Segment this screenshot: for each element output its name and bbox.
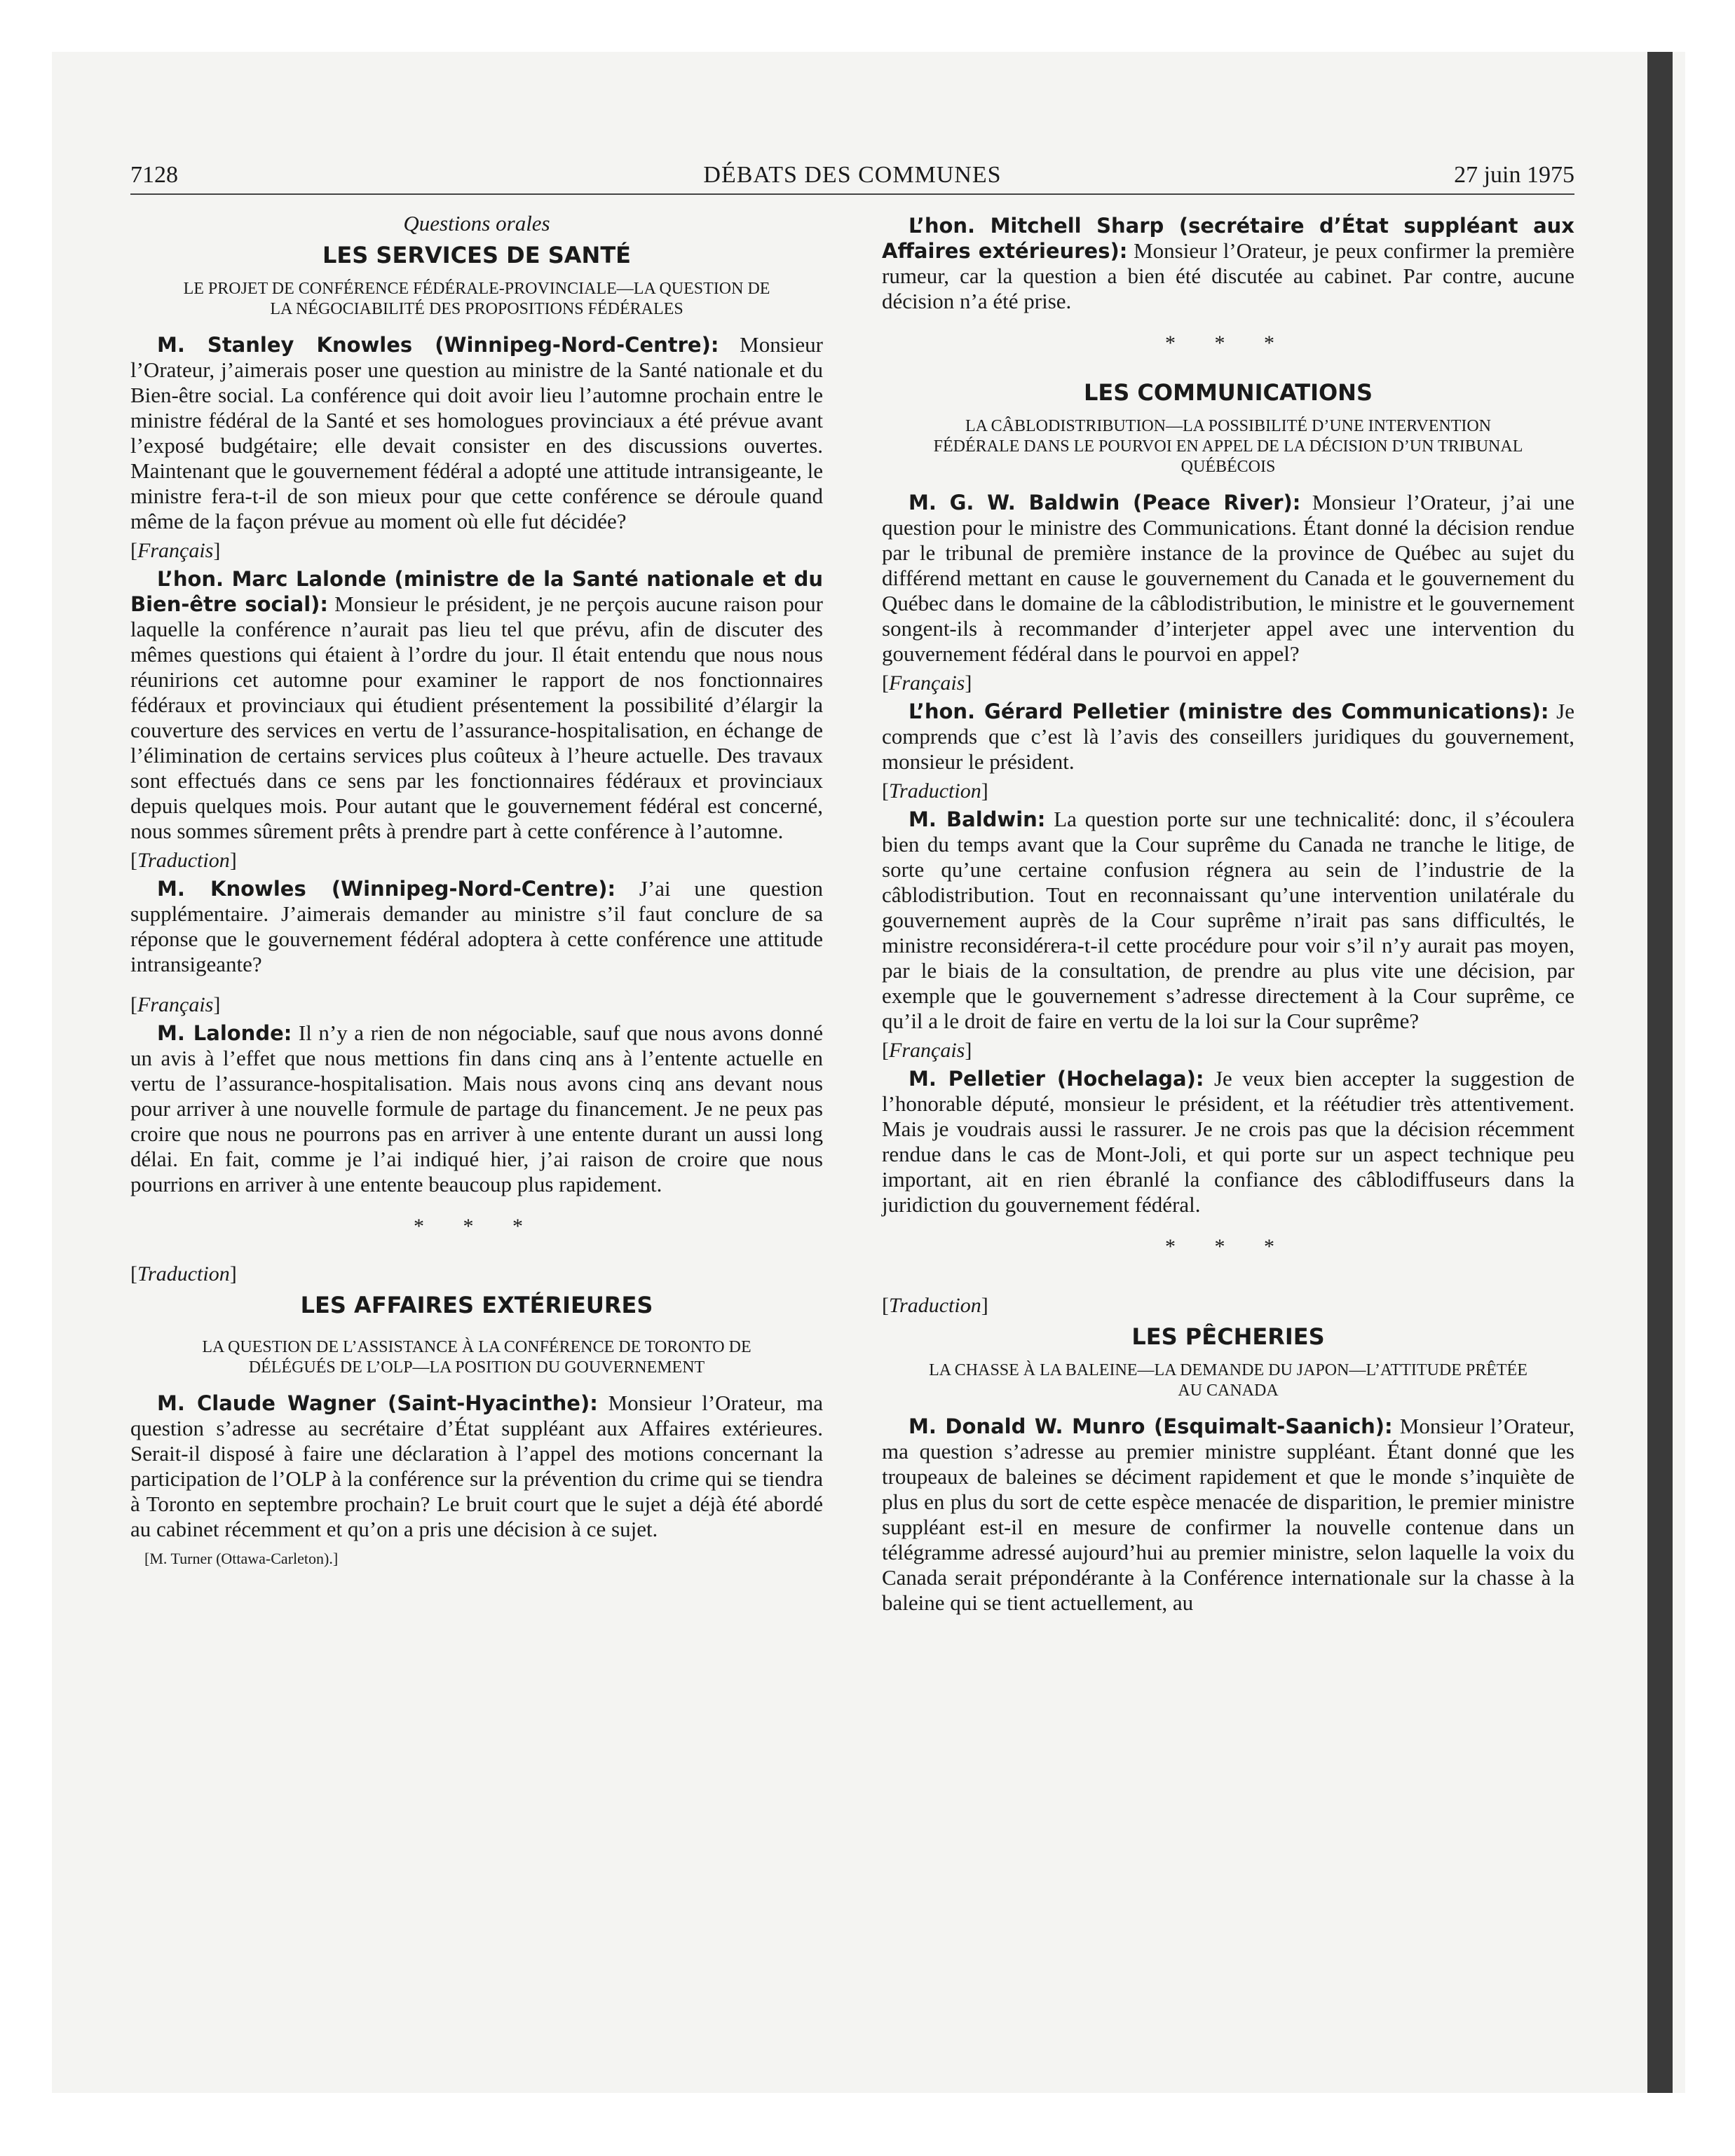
section-separator: * * * — [1165, 1235, 1291, 1258]
language-note: [Français] — [130, 539, 221, 562]
language-label: Français — [137, 539, 214, 562]
speech-paragraph — [882, 1066, 1574, 1217]
speech-text: J’ai une question supplémentaire. J’aimerais demander au ministre s’il faut conclure de sa réponse que le gouvernement fédéral adoptera à cette conférence une attitude intransigeante? — [130, 876, 823, 976]
speech-text: Je veux bien accepter la suggestion de l’honorable député, monsieur le président, et la réétudier très attentivement. Mais je voudrais aussi le rassurer. Je ne crois pas que la décision récemment rendue dans le cas de Mont-Joli, et qui porte sur un aspect technique peu important, ait en rien ébranlé la confiance des câblodiffuseurs dans la juridiction du gouvernement fédéral. — [882, 1066, 1574, 1217]
language-note: [Français] — [882, 1039, 972, 1062]
page-number: 7128 — [130, 162, 178, 188]
speech-text: Monsieur l’Orateur, ma question s’adresse au secrétaire d’État suppléant aux Affaires extérieures. Serait-il disposé à faire une déclaration à l’appel des motions concernant la participation de l’OLP à la conférence sur la prévention du crime qui se tiendra à Toronto en septembre prochain? Le bruit court que le sujet a déjà été abordé au cabinet récemment et qu’on a pris une décision à ce sujet. — [130, 1391, 824, 1541]
language-label: Français — [137, 993, 214, 1016]
speech-text: Il n’y a rien de non négociable, sauf que nous avons donné un avis à l’effet que nous mettions fin dans cinq ans à l’entente actuelle en vertu de l’assurance-hospitalisation. Mais nous avons cinq ans devant nous pour arriver à une nouvelle formule de partage du financement. Je ne peux pas croire que nous ne pourrons pas en arriver à une entente durant un aussi long délai. En fait, comme je l’ai indiqué hier, j’ai raison de croire que nous pourrions en arriver à une entente beaucoup plus rapidement. — [130, 1021, 823, 1196]
language-label: Traduction — [137, 1262, 230, 1285]
speech-paragraph — [130, 1021, 823, 1197]
language-note: [Traduction] — [882, 1294, 988, 1317]
section-separator: * * * — [1165, 332, 1291, 355]
speaker-name: L’hon. Mitchell Sharp (secrétaire d’État suppléant aux Affaires extérieures): — [882, 214, 1574, 263]
language-note: [Français] — [130, 993, 221, 1016]
speaker-name: M. Knowles (Winnipeg-Nord-Centre): — [157, 877, 616, 901]
speech-paragraph — [882, 699, 1574, 775]
section-subheading: LA CÂBLODISTRIBUTION—LA POSSIBILITÉ D’UNE INTERVENTION FÉDÉRALE DANS LE POURVOI EN APPEL DE LA DÉCISION D’UN TRIBUNAL QUÉBÉCOIS — [933, 417, 1523, 476]
speech-paragraph — [882, 213, 1574, 314]
language-note: [Traduction] — [130, 849, 237, 872]
section-heading: LES PÊCHERIES — [1131, 1323, 1325, 1350]
speech-paragraph — [130, 1391, 823, 1542]
language-label: Traduction — [137, 849, 230, 872]
section-heading: LES SERVICES DE SANTÉ — [322, 242, 632, 268]
section-heading: LES AFFAIRES EXTÉRIEURES — [300, 1292, 653, 1318]
speech-text: Monsieur le président, je ne perçois aucune raison pour laquelle la conférence n’aurait pas lieu tel que prévu, afin de discuter des mêmes questions qui étaient à l’ordre du jour. Il était entendu que nous nous réunirions cet automne pour examiner le rapport de nos fonctionnaires fédéraux et provinciaux qui étudient présentement la possibilité d’élargir la couverture des services en vertu de l’assurance-hospitalisation, en échange de l’élimination de certains services plus coûteux à l’heure actuelle. Des travaux sont effectués dans ce sens par les fonctionnaires fédéraux et provinciaux depuis quelques mois. Pour autant que le gouvernement fédéral est concerné, nous sommes sûrement prêts à prendre part à cette conférence à l’automne. — [130, 592, 824, 843]
speech-paragraph — [130, 566, 823, 844]
language-note: [Français] — [882, 671, 972, 695]
category-label: Questions orales — [403, 211, 550, 236]
section-heading: LES COMMUNICATIONS — [1083, 379, 1373, 406]
speaker-name: M. G. W. Baldwin (Peace River): — [909, 491, 1301, 514]
speaker-name: M. Donald W. Munro (Esquimalt-Saanich): — [909, 1414, 1393, 1438]
language-label: Traduction — [889, 1294, 981, 1317]
speaker-name: M. Pelletier (Hochelaga): — [909, 1067, 1204, 1091]
speech-paragraph — [130, 332, 823, 534]
speech-text: Je comprends que c’est là l’avis des conseillers juridiques du gouvernement, monsieur le président. — [882, 699, 1574, 774]
left-column — [130, 210, 823, 1569]
language-note: [Traduction] — [130, 1262, 237, 1285]
speech-text: Monsieur l’Orateur, j’ai une question pour le ministre des Communications. Étant donné la décision rendue par le tribunal de première instance de la province de Québec au sujet du différend mettant en cause le gouvernement du Canada et le gouvernement du Québec dans le domaine de la câblodistribution, le ministre et le gouvernement songent-ils à recommander d’interjeter appel avec une intervention du gouvernement fédéral dans le pourvoi en appel? — [882, 490, 1574, 666]
speech-paragraph — [882, 807, 1574, 1034]
speaker-name: M. Stanley Knowles (Winnipeg-Nord-Centre): — [157, 333, 719, 357]
speaker-note: [M. Turner (Ottawa-Carleton).] — [144, 1550, 339, 1567]
speech-text: Monsieur l’Orateur, je peux confirmer la première rumeur, car la question a bien été discutée au cabinet. Par contre, aucune décision n’a été prise. — [882, 238, 1574, 313]
hansard-page — [130, 160, 1574, 2038]
speaker-name: M. Lalonde: — [157, 1021, 292, 1045]
publication-title: DÉBATS DES COMMUNES — [703, 162, 1002, 188]
speech-text: Monsieur l’Orateur, j’aimerais poser une question au ministre de la Santé nationale et du Bien-être social. La conférence qui doit avoir lieu l’automne prochain entre le ministre fédéral de la Santé et ses homologues provinciaux a été prévue avant l’exposé budgétaire; elle devait consister en des discussions ouvertes. Maintenant que le gouvernement fédéral a adopté une attitude intransigeante, le ministre fera-t-il de son mieux pour que cette conférence se déroule quand même de la façon prévue au moment où elle fut décidée? — [130, 332, 823, 533]
speech-paragraph — [130, 876, 823, 977]
speech-text: La question porte sur une technicalité: donc, il s’écoulera bien du temps avant que la Cour suprême du Canada ne tranche le litige, de sorte qu’une certaine confusion régnera au sein de l’industrie de la câblodistribution. Tout en reconnaissant qu’une intervention unilatérale du gouvernement auprès de la Cour suprême n’irait pas sans difficultés, le ministre reconsidérera-t-il cette procédure pour voir s’il n’y aurait pas moyen, par le biais de la consultation, de prendre au plus vite une décision, par exemple que le gouvernement s’adresse directement à la Cour suprême, ce qu’il a le droit de faire en vertu de la loi sur la Cour suprême? — [882, 807, 1574, 1033]
section-subheading: LA CHASSE À LA BALEINE—LA DEMANDE DU JAPON—L’ATTITUDE PRÊTÉE AU CANADA — [929, 1361, 1528, 1400]
speaker-name: M. Baldwin: — [909, 807, 1046, 831]
section-separator: * * * — [414, 1215, 540, 1238]
speaker-name: L’hon. Marc Lalonde (ministre de la Santé nationale et du Bien-être social): — [130, 567, 823, 616]
speaker-name: M. Claude Wagner (Saint-Hyacinthe): — [157, 1391, 598, 1415]
section-subheading: LA QUESTION DE L’ASSISTANCE À LA CONFÉRENCE DE TORONTO DE DÉLÉGUÉS DE L’OLP—LA POSITION DU GOUVERNEMENT — [202, 1338, 751, 1377]
scan-edge-shadow — [1647, 52, 1673, 2093]
speech-text: Monsieur l’Orateur, ma question s’adresse au premier ministre suppléant. Étant donné que les troupeaux de baleines se déciment rapidement et que le monde s’inquiète de plus en plus du sort de cette espèce menacée de disparition, le premier ministre suppléant est-il en mesure de confirmer la nouvelle contenue dans un télégramme adressé aujourd’hui au premier ministre, selon laquelle la voix du Canada serait prépondérante à la Conférence internationale sur la chasse à la baleine qui se tient actuellement, au — [882, 1414, 1575, 1615]
language-label: Français — [889, 1039, 965, 1062]
speaker-name: L’hon. Gérard Pelletier (ministre des Communications): — [909, 700, 1549, 723]
right-column — [882, 210, 1574, 1620]
speech-paragraph — [882, 1414, 1574, 1616]
running-header — [130, 160, 1574, 195]
section-subheading: LE PROJET DE CONFÉRENCE FÉDÉRALE-PROVINCIALE—LA QUESTION DE LA NÉGOCIABILITÉ DES PROPOSITIONS FÉDÉRALES — [183, 280, 770, 318]
language-label: Français — [889, 671, 965, 695]
page-date: 27 juin 1975 — [1454, 162, 1574, 188]
language-label: Traduction — [889, 779, 981, 803]
language-note: [Traduction] — [882, 779, 988, 803]
speech-paragraph — [882, 490, 1574, 667]
